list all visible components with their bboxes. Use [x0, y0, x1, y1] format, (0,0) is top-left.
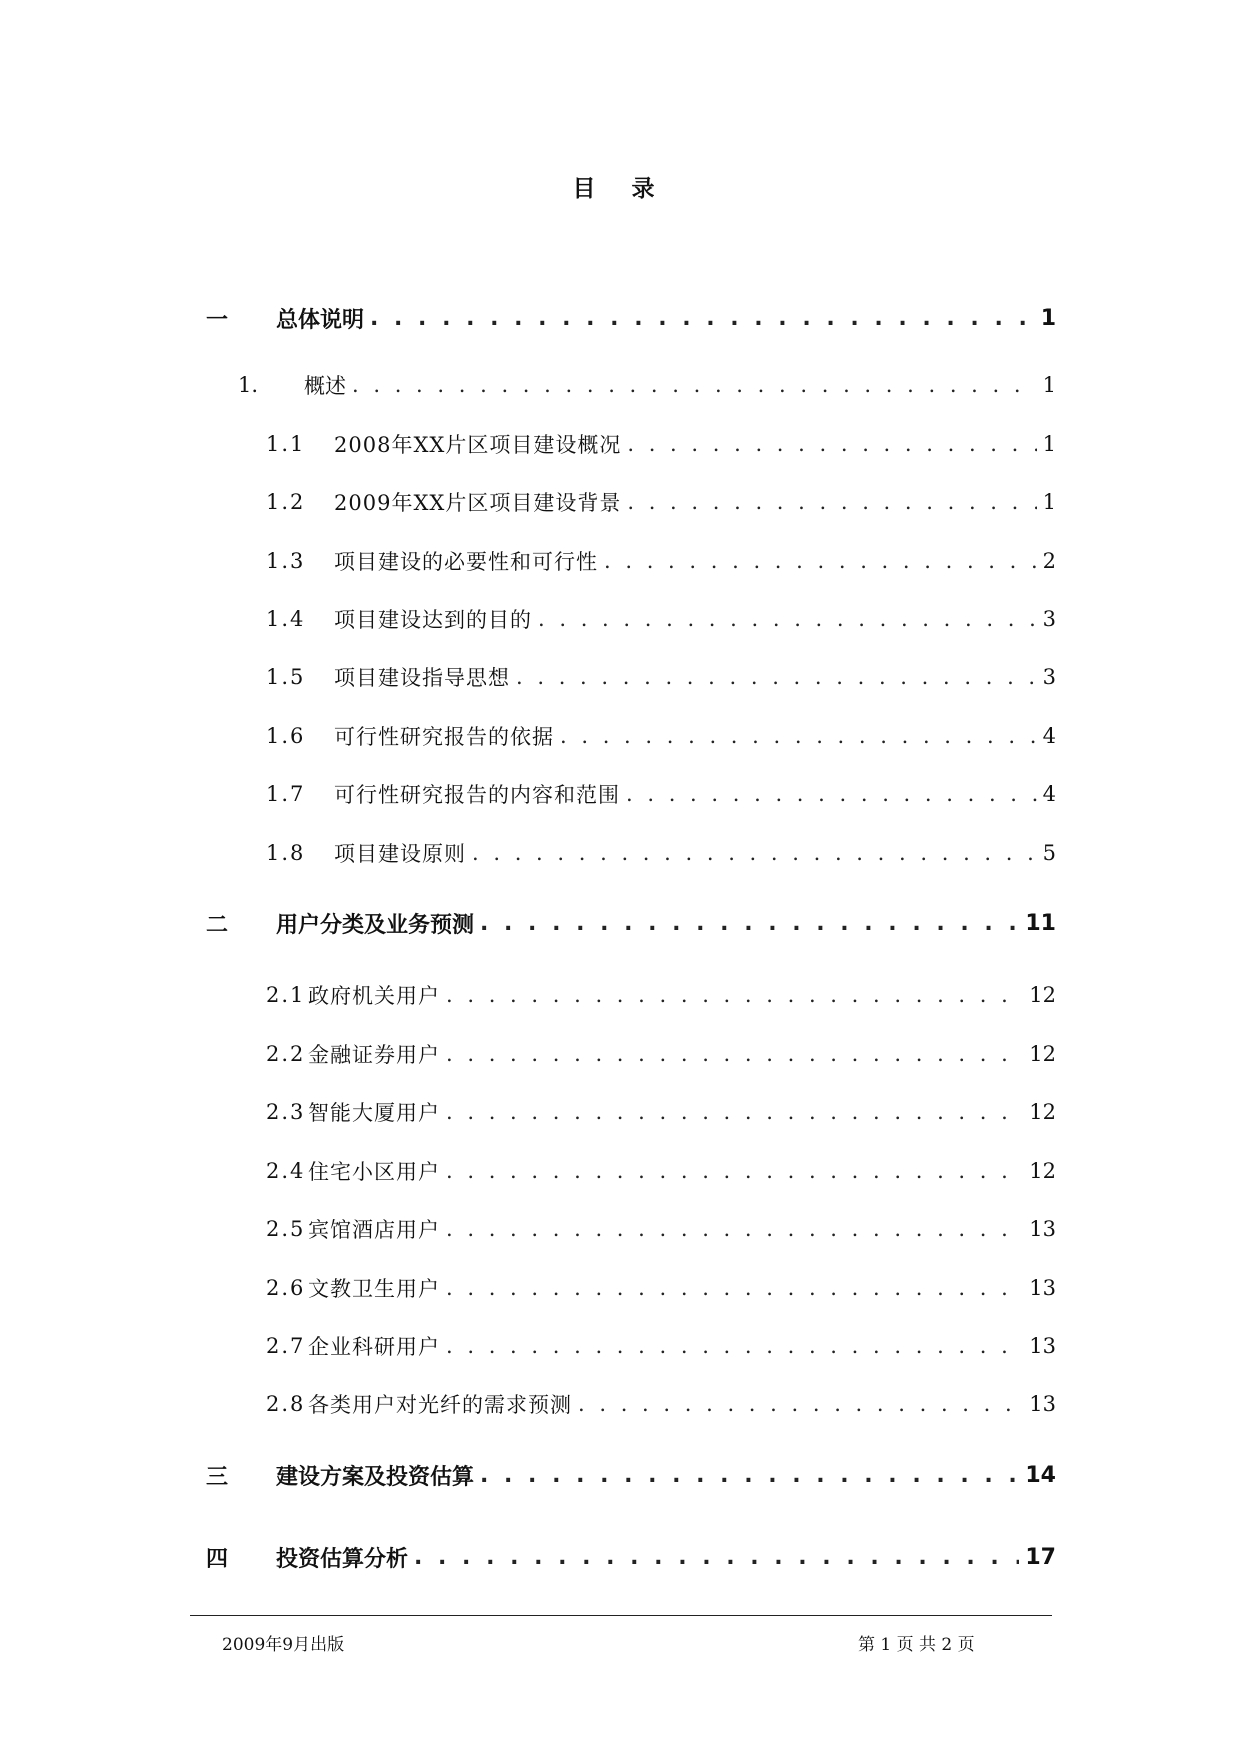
toc-title: 政府机关用户	[308, 984, 440, 1008]
toc-title: 概述	[304, 374, 346, 398]
toc-number: 2.6	[266, 1276, 306, 1300]
toc-number: 1.6	[266, 724, 306, 748]
toc-entry-2-4[interactable]	[266, 1153, 1056, 1189]
toc-entry-chapter-2[interactable]	[206, 905, 1056, 941]
toc-entry-1-7[interactable]	[266, 776, 1056, 812]
toc-number: 1.4	[266, 607, 306, 631]
toc-title: 住宅小区用户	[308, 1160, 440, 1184]
toc-title: 项目建设原则	[334, 842, 466, 866]
footer-page-indicator: 第 1 页 共 2 页	[858, 1635, 975, 1655]
toc-entry-2-7[interactable]	[266, 1328, 1056, 1364]
toc-title: 2008年XX片区项目建设概况	[334, 433, 622, 457]
toc-leader-dots	[560, 724, 1037, 748]
toc-number: 1.	[238, 373, 259, 397]
toc-leader-dots	[516, 665, 1037, 689]
toc-title: 各类用户对光纤的需求预测	[308, 1393, 572, 1417]
toc-leader-dots	[538, 607, 1037, 631]
toc-title: 金融证券用户	[308, 1043, 440, 1067]
toc-page-number: 3	[1042, 665, 1056, 689]
toc-page-number: 13	[1029, 1276, 1056, 1300]
toc-leader-dots	[446, 1100, 1023, 1124]
toc-number: 1.2	[266, 490, 306, 514]
toc-entry-1-3[interactable]	[266, 543, 1056, 579]
toc-title: 项目建设达到的目的	[334, 608, 532, 632]
toc-page-number: 13	[1029, 1217, 1056, 1241]
toc-number: 2.4	[266, 1159, 306, 1183]
toc-entry-chapter-4[interactable]	[206, 1539, 1056, 1575]
toc-leader-dots	[627, 432, 1036, 456]
toc-leader-dots	[414, 1545, 1019, 1570]
footer-divider	[190, 1615, 1052, 1616]
toc-entry-2-6[interactable]	[266, 1270, 1056, 1306]
toc-page-number: 1	[1042, 432, 1056, 456]
toc-title: 企业科研用户	[308, 1335, 440, 1359]
toc-number: 三	[206, 1464, 229, 1490]
toc-entry-chapter-3[interactable]	[206, 1457, 1056, 1493]
toc-title: 投资估算分析	[276, 1546, 409, 1572]
toc-number: 2.3	[266, 1100, 306, 1124]
toc-leader-dots	[446, 1159, 1023, 1183]
toc-leader-dots	[604, 549, 1037, 573]
toc-number: 1.3	[266, 549, 306, 573]
toc-number: 二	[206, 912, 229, 938]
toc-leader-dots	[578, 1392, 1023, 1416]
toc-number: 1.1	[266, 432, 306, 456]
toc-title: 项目建设指导思想	[334, 666, 510, 690]
toc-entry-1-5[interactable]	[266, 659, 1056, 695]
toc-page-number: 13	[1029, 1334, 1056, 1358]
toc-entry-2-3[interactable]	[266, 1094, 1056, 1130]
toc-leader-dots	[627, 490, 1036, 514]
toc-title: 总体说明	[276, 307, 365, 333]
toc-leader-dots	[626, 782, 1037, 806]
toc-page-number: 4	[1042, 782, 1056, 806]
toc-number: 2.2	[266, 1042, 306, 1066]
toc-leader-dots	[370, 306, 1035, 331]
toc-number: 1.7	[266, 782, 306, 806]
toc-entry-2-5[interactable]	[266, 1211, 1056, 1247]
toc-page-number: 14	[1025, 1462, 1056, 1488]
toc-leader-dots	[480, 1463, 1019, 1488]
toc-entry-1-1[interactable]	[266, 426, 1056, 462]
toc-title: 智能大厦用户	[308, 1101, 440, 1125]
toc-entry-2-8[interactable]	[266, 1386, 1056, 1422]
toc-page-number: 12	[1029, 983, 1056, 1007]
toc-page-number: 3	[1042, 607, 1056, 631]
toc-entry-2-2[interactable]	[266, 1036, 1056, 1072]
toc-number: 2.5	[266, 1217, 306, 1241]
toc-leader-dots	[472, 841, 1037, 865]
toc-number: 2.7	[266, 1334, 306, 1358]
toc-title: 用户分类及业务预测	[276, 912, 475, 938]
toc-leader-dots	[352, 373, 1037, 397]
page-title: 目 录	[572, 176, 669, 202]
toc-number: 1.5	[266, 665, 306, 689]
toc-number: 四	[206, 1546, 229, 1572]
toc-number: 2.8	[266, 1392, 306, 1416]
toc-leader-dots	[480, 911, 1019, 936]
toc-page-number: 12	[1029, 1159, 1056, 1183]
toc-entry-section-1[interactable]	[238, 367, 1056, 403]
toc-page-number: 17	[1025, 1544, 1056, 1570]
toc-entry-1-8[interactable]	[266, 835, 1056, 871]
toc-leader-dots	[446, 1042, 1023, 1066]
toc-page-number: 2	[1042, 549, 1056, 573]
toc-page-number: 12	[1029, 1100, 1056, 1124]
toc-title: 宾馆酒店用户	[308, 1218, 440, 1242]
toc-title: 项目建设的必要性和可行性	[334, 550, 598, 574]
toc-leader-dots	[446, 983, 1023, 1007]
toc-page-number: 13	[1029, 1392, 1056, 1416]
toc-page-number: 11	[1025, 910, 1056, 936]
toc-page-number: 12	[1029, 1042, 1056, 1066]
toc-entry-chapter-1[interactable]	[206, 300, 1056, 336]
toc-page-number: 4	[1042, 724, 1056, 748]
toc-number: 1.8	[266, 841, 306, 865]
toc-page-number: 1	[1042, 490, 1056, 514]
toc-page-number: 1	[1042, 373, 1056, 397]
toc-title: 可行性研究报告的依据	[334, 725, 554, 749]
toc-entry-1-2[interactable]	[266, 484, 1056, 520]
toc-entry-2-1[interactable]	[266, 977, 1056, 1013]
toc-title: 建设方案及投资估算	[276, 1464, 475, 1490]
toc-page-number: 5	[1042, 841, 1056, 865]
toc-entry-1-6[interactable]	[266, 718, 1056, 754]
toc-entry-1-4[interactable]	[266, 601, 1056, 637]
toc-title: 可行性研究报告的内容和范围	[334, 783, 620, 807]
toc-leader-dots	[446, 1334, 1023, 1358]
toc-leader-dots	[446, 1217, 1023, 1241]
footer-publish-date: 2009年9月出版	[222, 1635, 345, 1655]
toc-title: 文教卫生用户	[308, 1277, 440, 1301]
toc-number: 一	[206, 307, 229, 333]
toc-leader-dots	[446, 1276, 1023, 1300]
toc-number: 2.1	[266, 983, 306, 1007]
toc-page-number: 1	[1040, 305, 1056, 331]
toc-title: 2009年XX片区项目建设背景	[334, 491, 622, 515]
